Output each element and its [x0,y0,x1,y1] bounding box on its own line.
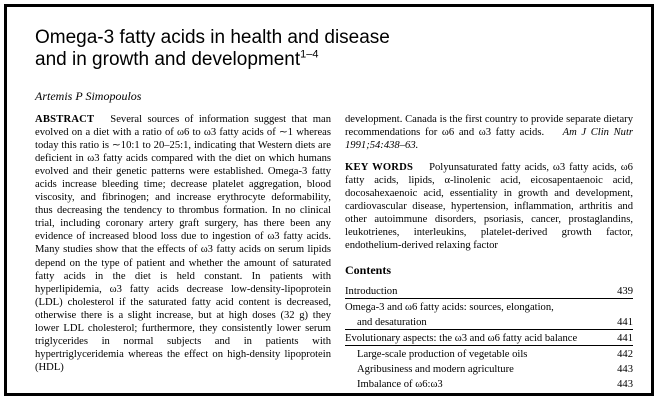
left-column [35,113,331,374]
abstract-citation: Am J Clin Nutr 1991;54:438–63. [345,127,634,152]
toc-entry-title: Omega-3 and ω6 fatty acids: sources, elongation, [345,301,554,313]
abstract-continuation: development. Canada is the first country to provide separate dietary recommendations for ω6 and ω3 fatty acids. [345,114,633,139]
title-footnote-superscript: 1–4 [300,48,319,61]
article-title-line-2: and in growth and development [35,49,301,70]
toc-entry-title: Agribusiness and modern agriculture [357,363,514,375]
toc-subentry[interactable] [345,361,633,376]
toc-subentry[interactable] [345,376,633,391]
toc-entry[interactable] [345,283,633,299]
keywords-label: KEY WORDS [345,162,414,174]
article-title [35,27,555,71]
toc-entry-page: 442 [617,348,633,360]
toc-entry-page [609,301,633,314]
toc-entry-title: Large-scale production of vegetable oils [357,348,528,360]
toc-entry-page: 443 [617,363,633,375]
article-page-frame [4,4,654,396]
toc-entry-page: 441 [617,316,633,328]
toc-entry-page: 443 [617,378,633,390]
keywords-text: Polyunsaturated fatty acids, ω3 fatty acids, ω6 fatty acids, lipids, α-linolenic acid, eicosapentaenoic acid, docosahexaenoic acid, essentiality in growth and development, cardiovascular disease, hypertension, inflammation, arthritis and other autoimmune disorders, psoriasis, cancer, prostaglandins, leukotrienes, interleukins, platelet-derived growth factor, endothelium-derived relaxing factor [345,162,633,252]
toc-entry-page: 439 [617,285,633,297]
article-title-line-1: Omega-3 fatty acids in health and disease [35,27,390,48]
abstract-text: Several sources of information suggest that man evolved on a diet with a ratio of ω6 to ω3 fatty acids of ∼1 whereas today this ratio is ∼10:1 to 20–25:1, indicating that Western diets are deficient in ω3 fatty acids compared with the diet on which humans evolved and their genetic patterns were established. Omega-3 fatty acids increase bleeding time; decrease platelet aggregation, blood viscosity, and fibrinogen; and increase erythrocyte deformability, thus decreasing the tendency to thrombus formation. In no clinical trial, including coronary artery graft surgery, has there been any evidence of increased blood loss due to ingestion of ω3 fatty acids. Many studies show that the effects of ω3 fatty acids on serum lipids depend on the type of patient and whether the amount of saturated fatty acids in the diet is held constant. In patients with hyperlipidemia, ω3 fatty acids decrease low-density-lipoprotein (LDL) cholesterol if the saturated fatty acid content is decreased, otherwise there is a slight increase, but at high doses (32 g) they lower LDL cholesterol; furthermore, they consistently lower serum triglycerides in normal subjects and in patients with hypertriglyceridemia whereas the effect on high-density lipoprotein (HDL) [35,114,331,373]
toc-subentry[interactable] [345,346,633,361]
right-column [345,113,633,391]
toc-entry-title: Evolutionary aspects: the ω3 and ω6 fatty acid balance [345,332,578,344]
contents-heading: Contents [345,263,392,278]
author-name: Artemis P Simopoulos [35,89,142,103]
table-of-contents [345,283,633,391]
toc-entry-title: and desaturation [357,316,427,328]
toc-entry-continuation[interactable] [345,314,633,330]
toc-entry-page: 441 [617,332,633,344]
abstract-label: ABSTRACT [35,114,95,125]
toc-entry[interactable] [345,330,633,346]
keywords-paragraph [345,161,633,252]
abstract-paragraph [35,113,331,374]
toc-entry-title: Imbalance of ω6:ω3 [357,378,443,390]
toc-entry-title: Introduction [345,285,398,297]
abstract-continuation-paragraph [345,113,633,152]
toc-entry[interactable] [345,299,633,314]
